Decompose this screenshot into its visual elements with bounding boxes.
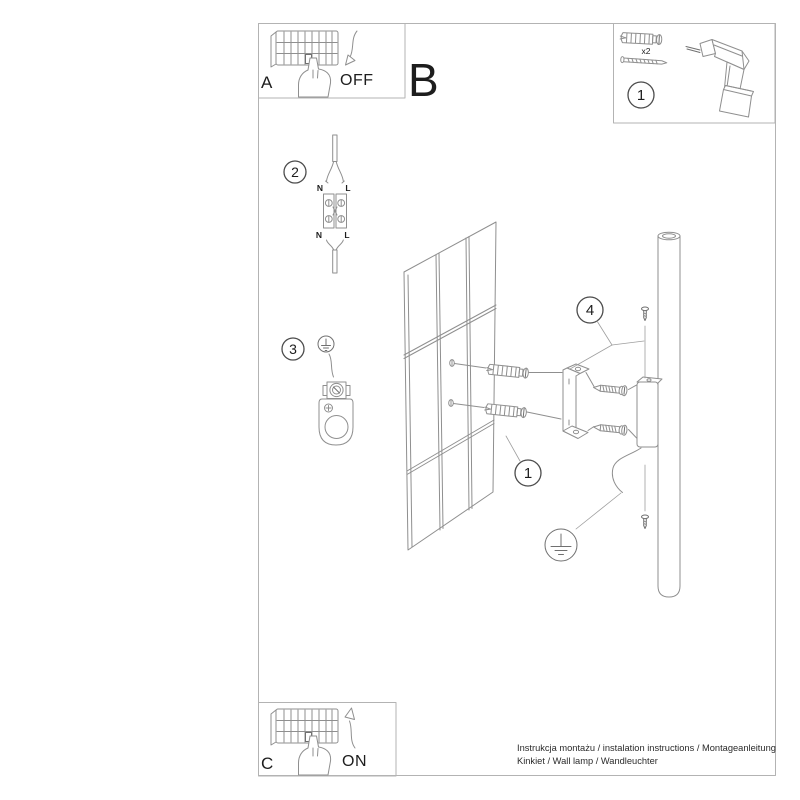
- footer-line1: Instrukcja montażu / instalation instructions / Montageanleitung: [517, 743, 776, 753]
- on-label: ON: [342, 753, 367, 770]
- quantity-label: x2: [641, 46, 651, 56]
- label-l-top: L: [345, 183, 351, 193]
- wiring-step: [284, 135, 351, 273]
- svg-text:1: 1: [523, 465, 533, 482]
- drill-icon: [686, 40, 754, 118]
- breaker-panel-icon: [271, 31, 338, 67]
- parts-badge: [628, 82, 654, 108]
- footer-text: [517, 743, 776, 766]
- step2-badge: [284, 161, 306, 183]
- svg-text:4: 4: [585, 302, 595, 319]
- section-b-label: B: [408, 54, 439, 106]
- power-cable: [612, 448, 641, 493]
- bracket-screw-bottom-icon: [593, 422, 627, 435]
- lamp-canopy-icon: [319, 382, 353, 445]
- footer-line2: Kinkiet / Wall lamp / Wandleuchter: [517, 756, 658, 766]
- bracket-screw-top-icon: [593, 383, 627, 396]
- svg-text:2: 2: [291, 164, 299, 180]
- block-screw-bottom-icon: [642, 515, 649, 529]
- panel-a-label: A: [261, 73, 273, 92]
- label-n-bottom: N: [315, 230, 323, 240]
- wiring-diagram: [316, 135, 351, 273]
- wall-bracket-icon: [563, 364, 589, 439]
- wall-plug-top-icon: [486, 364, 528, 378]
- off-label: OFF: [340, 72, 374, 89]
- wall-plug-icon: [620, 33, 662, 45]
- long-screw-icon: [621, 56, 667, 64]
- ground-symbol-small-icon: [318, 336, 334, 352]
- ground-symbol-icon: [545, 493, 621, 561]
- label-l-bottom: L: [344, 230, 350, 240]
- step1-badge: [506, 436, 541, 486]
- breaker-panel-icon: [271, 709, 338, 745]
- lamp-tube: [658, 232, 680, 597]
- curved-arrow-up-icon: [345, 708, 355, 748]
- panel-a-box: [259, 24, 406, 99]
- parts-box: [614, 24, 776, 124]
- block-screw-top-icon: [642, 307, 649, 321]
- wall-plug-bottom-icon: [484, 404, 526, 418]
- svg-text:1: 1: [636, 87, 646, 104]
- step3-badge: [282, 338, 304, 360]
- earth-wire-step: [282, 336, 353, 445]
- curved-arrow-down-icon: [346, 31, 358, 65]
- panel-c-box: [259, 703, 397, 777]
- terminal-block-icon: [324, 194, 347, 228]
- panel-c-label: C: [261, 754, 274, 773]
- step4-badge: [570, 297, 644, 369]
- label-n-top: N: [316, 183, 324, 193]
- earth-wire: [329, 354, 334, 377]
- wall-panel: [404, 222, 496, 550]
- svg-text:3: 3: [289, 341, 297, 357]
